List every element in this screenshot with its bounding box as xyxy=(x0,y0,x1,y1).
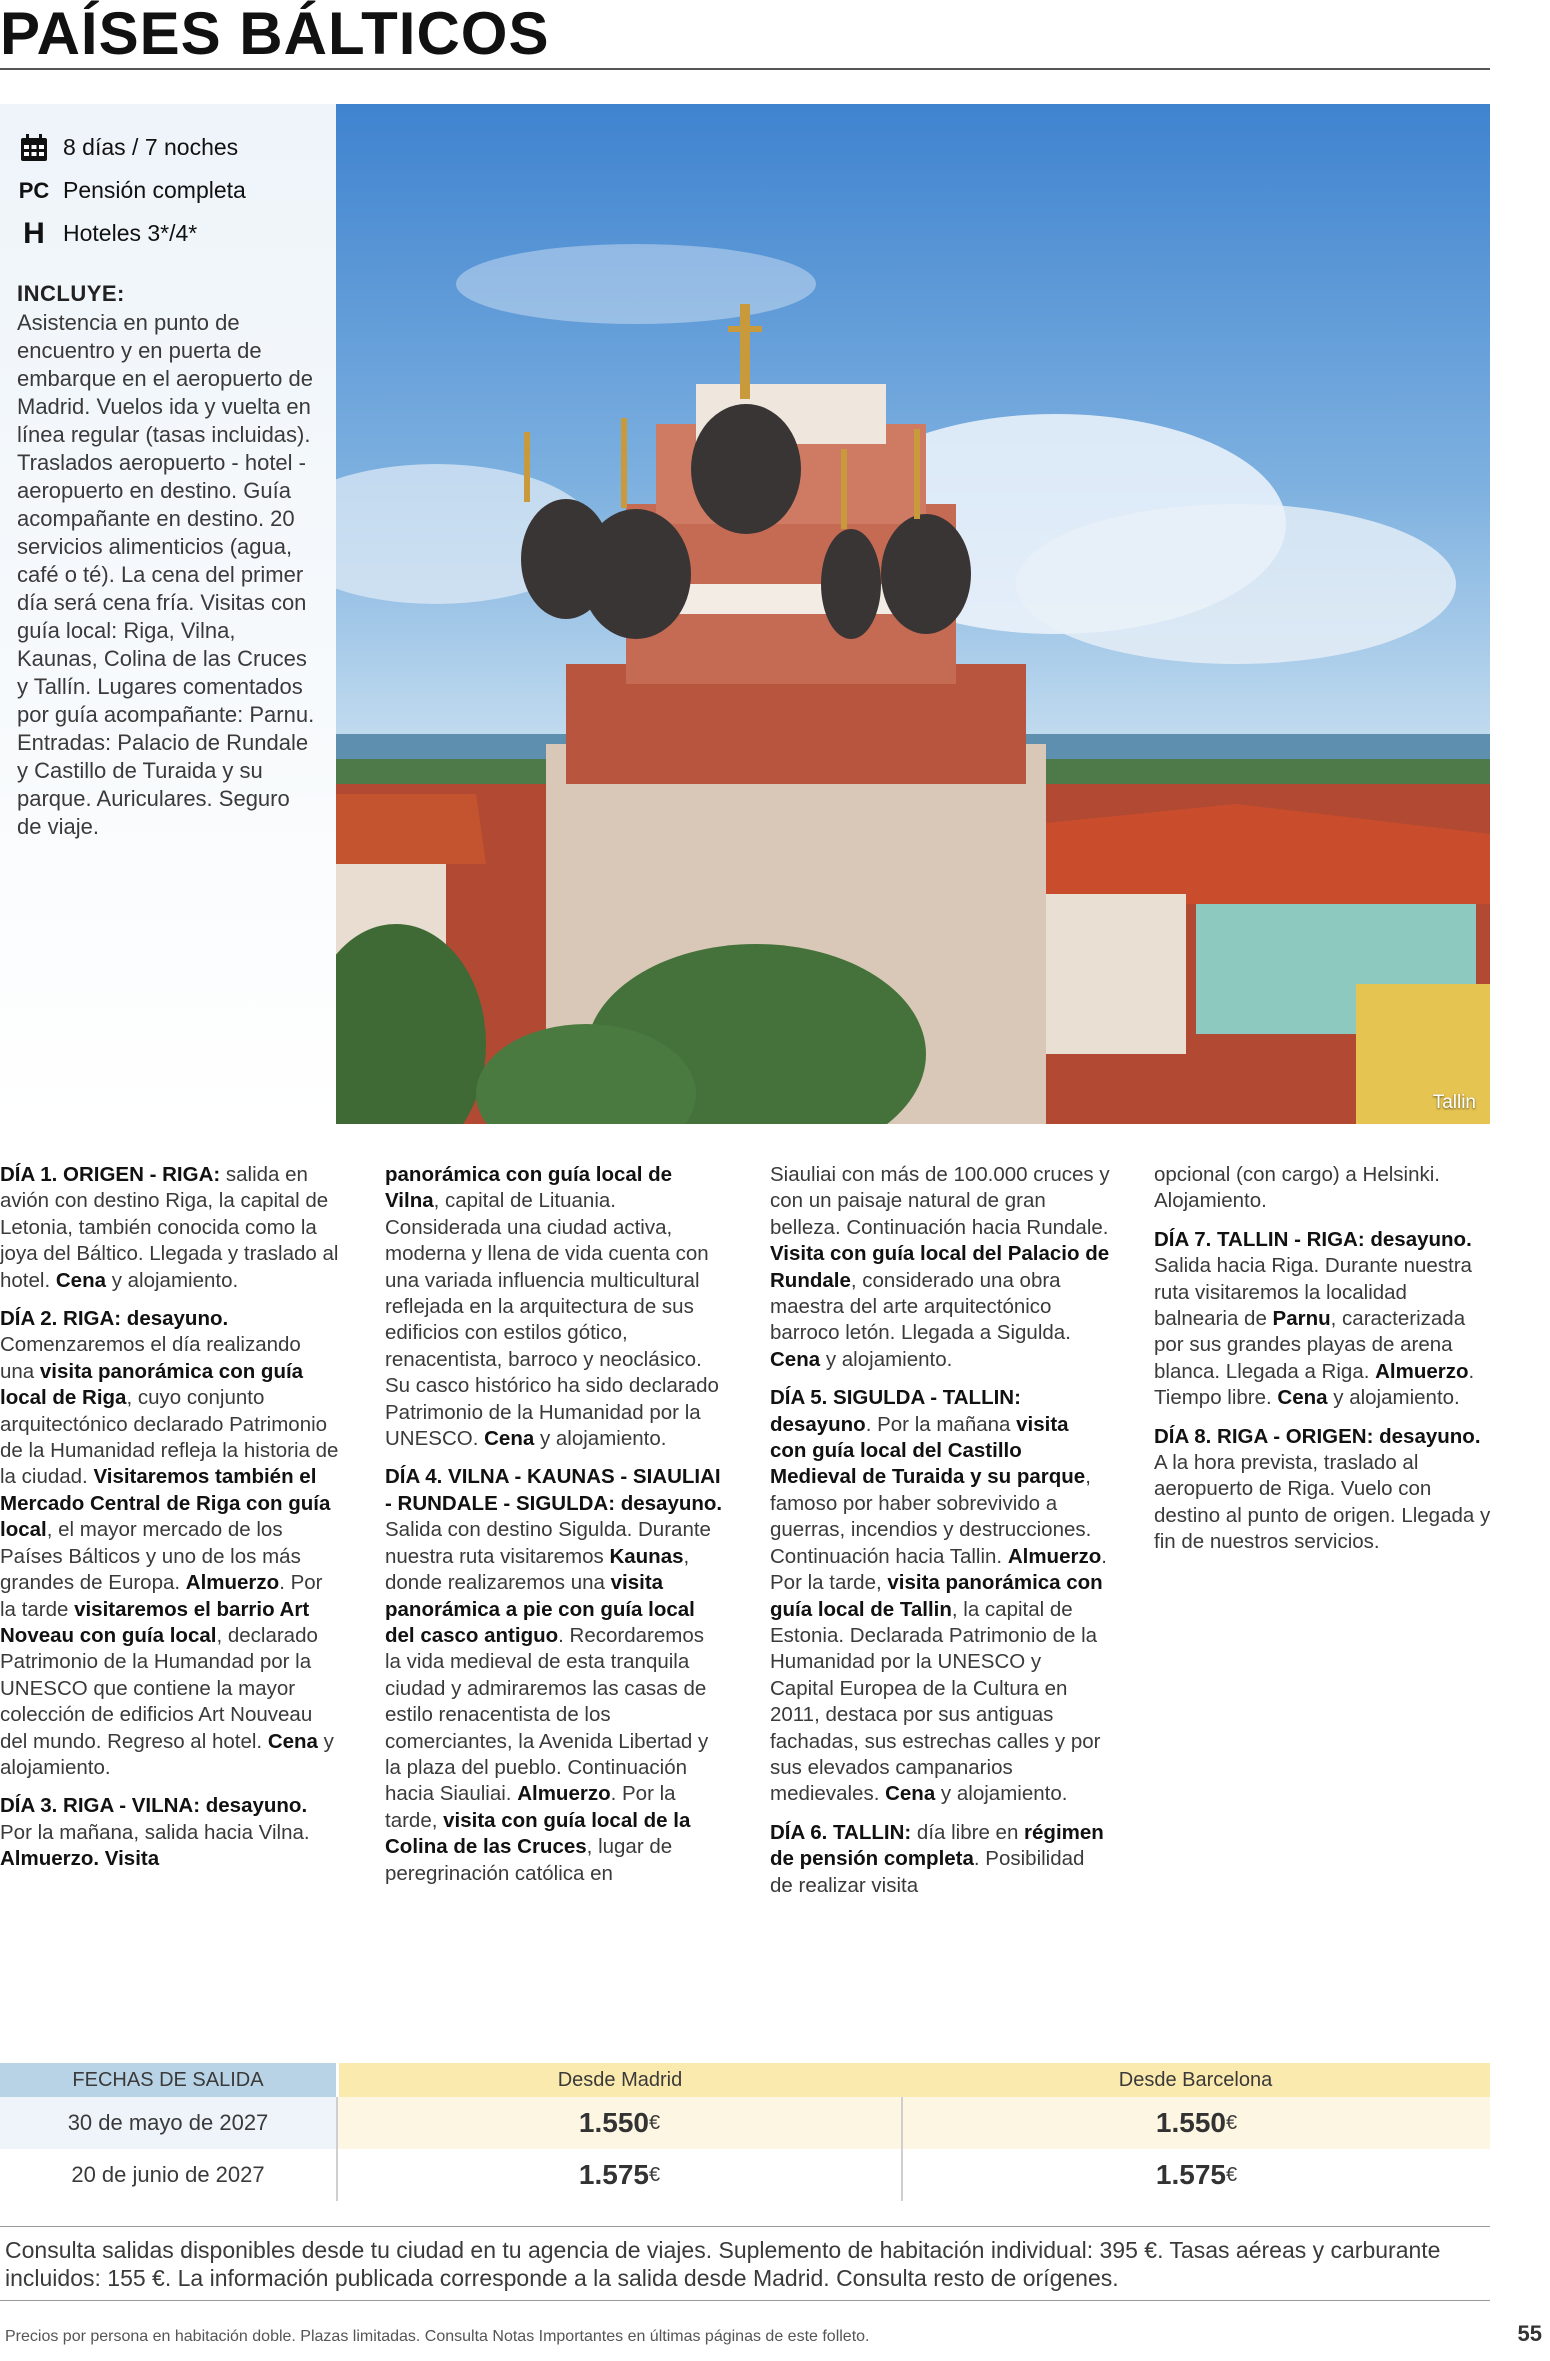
header-barcelona: Desde Barcelona xyxy=(901,2063,1490,2097)
hotels-text: Hoteles 3*/4* xyxy=(63,220,198,246)
pricing-note: Consulta salidas disponibles desde tu ciudad en tu agencia de viajes. Suplemento de habitación individual: 395 €. Tasas aéreas y carburante incluidos: 155 €. La información publicada corresponde a la salida desde Madrid. Consulta resto de orígenes. xyxy=(5,2237,1441,2291)
note-divider-bottom xyxy=(0,2300,1490,2301)
day-4-start: DÍA 4. VILNA - KAUNAS - SIAULIAI - RUNDALE - SIGULDA: desayuno. Salida con destino Sigulda. Durante nuestra ruta visitaremos Kaunas, donde realizaremos una visita panorámica a pie con guía local del casco antiguo. Recordaremos la vida medieval de esta tranquila ciudad y admiraremos las casas de estilo renacentista de los comerciantes, la Avenida Libertad y la plaza del pueblo. Continuación hacia Siauliai. Almuerzo. Por la tarde, visita con guía local de la Colina de las Cruces, lugar de peregrinación católica en xyxy=(385,1465,723,1885)
price-table-header xyxy=(0,2063,1490,2097)
departure-date: 20 de junio de 2027 xyxy=(71,2162,265,2187)
price-madrid: 1.550 € xyxy=(336,2097,901,2149)
table-row xyxy=(0,2097,1490,2149)
itinerary xyxy=(0,1162,1490,2022)
feature-hotels xyxy=(17,212,320,255)
pc-icon: PC xyxy=(18,177,50,203)
day-3-start: DÍA 3. RIGA - VILNA: desayuno. Por la mañana, salida hacia Vilna. Almuerzo. Visita xyxy=(0,1794,310,1871)
page-number: 55 xyxy=(1517,2321,1542,2346)
departure-date: 30 de mayo de 2027 xyxy=(0,2097,336,2149)
trip-summary-sidebar xyxy=(0,104,336,1124)
day-1: DÍA 1. ORIGEN - RIGA: salida en avión con destino Riga, la capital de Letonia, también conocida como la joya del Báltico. Llegada y traslado al hotel. Cena y alojamiento. xyxy=(0,1163,339,1292)
cathedral-photo xyxy=(336,104,1490,1124)
price-barcelona: 1.550 € xyxy=(901,2097,1490,2149)
board-text: Pensión completa xyxy=(63,177,246,203)
title-divider xyxy=(0,68,1490,70)
feature-board xyxy=(17,169,320,212)
day-6-cont: opcional (con cargo) a Helsinki. Alojamiento. xyxy=(1154,1163,1440,1213)
hotel-icon: H xyxy=(23,216,45,250)
includes-heading: INCLUYE: xyxy=(17,281,125,306)
includes-text: Asistencia en punto de encuentro y en puerta de embarque en el aeropuerto de Madrid. Vuelos ida y vuelta en línea regular (tasas incluidas). Traslados aeropuerto - hotel - aeropuerto en destino. Guía acompañante en destino. 20 servicios alimenticios (agua, café o té). La cena del primer día será cena fría. Visitas con guía local: Riga, Vilna, Kaunas, Colina de las Cruces y Tallín. Lugares comentados por guía acompañante: Parnu. Entradas: Palacio de Rundale y Castillo de Turaida y su parque. Auriculares. Seguro de viaje. xyxy=(17,310,315,839)
day-8: DÍA 8. RIGA - ORIGEN: desayuno. A la hora prevista, traslado al aeropuerto de Riga. Vuelo con destino al punto de origen. Llegada y fin de nuestros servicios. xyxy=(1154,1424,1491,1554)
feature-duration xyxy=(17,126,320,169)
duration-text: 8 días / 7 noches xyxy=(63,134,239,160)
table-row xyxy=(0,2149,1490,2201)
day-7: DÍA 7. TALLIN - RIGA: desayuno. Salida hacia Riga. Durante nuestra ruta visitaremos la localidad balnearia de Parnu, caracterizada por sus grandes playas de arena blanca. Llegada a Riga. Almuerzo. Tiempo libre. Cena y alojamiento. xyxy=(1154,1227,1475,1410)
note-divider-top xyxy=(0,2226,1490,2227)
itinerary-column-2 xyxy=(385,1162,725,1899)
itinerary-column-1 xyxy=(0,1162,340,1885)
photo-caption: Tallin xyxy=(1432,1092,1476,1113)
itinerary-column-4 xyxy=(1154,1162,1494,1568)
day-6-start: DÍA 6. TALLIN: día libre en régimen de pensión completa. Posibilidad de realizar visita xyxy=(770,1820,1104,1897)
footer-disclaimer: Precios por persona en habitación doble. Plazas limitadas. Consulta Notas Importantes en últimas páginas de este folleto. xyxy=(5,2328,870,2345)
header-dates: FECHAS DE SALIDA xyxy=(0,2063,336,2097)
price-barcelona: 1.575 € xyxy=(901,2149,1490,2201)
day-2: DÍA 2. RIGA: desayuno. Comenzaremos el día realizando una visita panorámica con guía local de Riga, cuyo conjunto arquitectónico declarado Patrimonio de la Humanidad refleja la historia de la ciudad. Visitaremos también el Mercado Central de Riga con guía local, el mayor mercado de los Países Bálticos y uno de los más grandes de Europa. Almuerzo. Por la tarde visitaremos el barrio Art Noveau con guía local, declarado Patrimonio de la Humandad por la UNESCO que contiene la mayor colección de edificios Art Nouveau del mundo. Regreso al hotel. Cena y alojamiento. xyxy=(0,1307,339,1779)
day-5: DÍA 5. SIGULDA - TALLIN: desayuno. Por la mañana visita con guía local del Castillo Medieval de Turaida y su parque, famoso por haber sobrevivido a guerras, incendios y destrucciones. Continuación hacia Tallin. Almuerzo. Por la tarde, visita panorámica con guía local de Tallin, la capital de Estonia. Declarada Patrimonio de la Humanidad por la UNESCO y Capital Europea de la Cultura en 2011, destaca por sus antiguas fachadas, sus estrechas calles y por sus elevados campanarios medievales. Cena y alojamiento. xyxy=(770,1386,1107,1806)
calendar-icon xyxy=(17,131,51,165)
page-title: PAÍSES BÁLTICOS xyxy=(0,0,550,67)
price-table xyxy=(0,2063,1490,2201)
day-3-split-bold: Almuerzo. Visita xyxy=(0,1847,160,1871)
day-4-cont: Siauliai con más de 100.000 cruces y con un paisaje natural de gran belleza. Continuación hacia Rundale. Visita con guía local del Palacio de Rundale, considerado una obra maestra del arte arquitectónico barroco letón. Llegada a Sigulda. Cena y alojamiento. xyxy=(770,1163,1110,1371)
itinerary-column-3 xyxy=(770,1162,1110,1911)
price-madrid: 1.575 € xyxy=(336,2149,901,2201)
day-3-cont: panorámica con guía local de Vilna, capital de Lituania. Considerada una ciudad activa, moderna y llena de vida cuenta con una variada influencia multicultural reflejada en la arquitectura de sus edificios con estilos gótico, renacentista, barroco y neoclásico. Su casco histórico ha sido declarado Patrimonio de la Humanidad por la UNESCO. Cena y alojamiento. xyxy=(385,1163,719,1451)
header-madrid: Desde Madrid xyxy=(339,2063,901,2097)
